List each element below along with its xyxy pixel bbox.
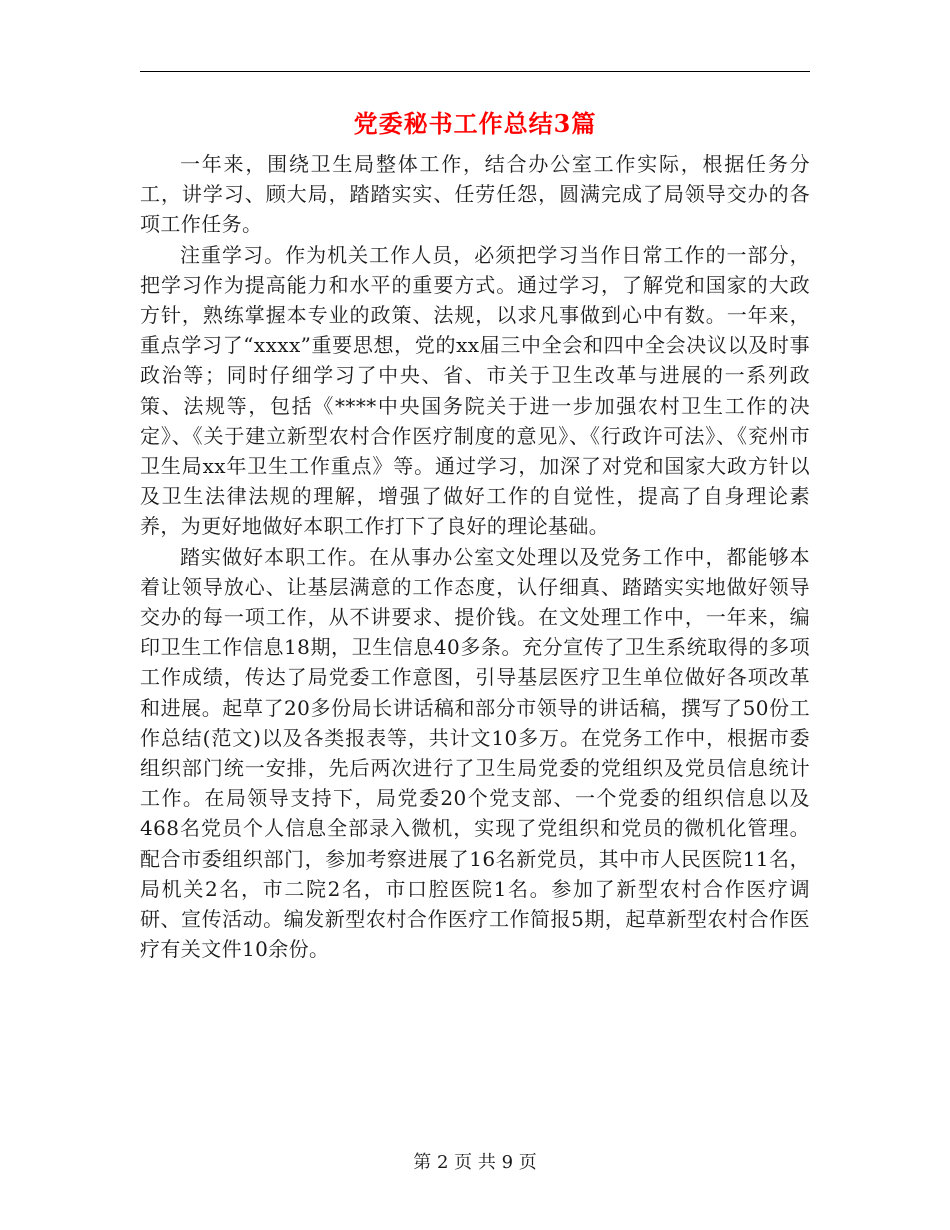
paragraph-intro: 一年来，围绕卫生局整体工作，结合办公室工作实际，根据任务分工，讲学习、顾大局，踏踏实实、任劳任怨，圆满完成了局领导交办的各项工作任务。 (140, 152, 810, 237)
page-number-footer: 第 2 页 共 9 页 (413, 1152, 537, 1173)
paragraph-study: 注重学习。作为机关工作人员，必须把学习当作日常工作的一部分，把学习作为提高能力和水平的重要方式。通过学习，了解党和国家的大政方针，熟练掌握本专业的政策、法规，以求凡事做到心中有数。一年来，重点学习了“xxxx”重要思想，党的xx届三中全会和四中全会决议以及时事政治等；同时仔细学习了中央、省、市关于卫生改革与进展的一系列政策、法规等，包括《****中央国务院关于进一步加强农村卫生工作的决定》、《关于建立新型农村合作医疗制度的意见》、《行政许可法》、《兖州市卫生局xx年卫生工作重点》等。通过学习，加深了对党和国家大政方针以及卫生法律法规的理解，增强了做好工作的自觉性，提高了自身理论素养，为更好地做好本职工作打下了良好的理论基础。 (140, 242, 810, 539)
document-title: 党委秘书工作总结3篇 (353, 109, 597, 138)
header-rule (140, 71, 810, 72)
paragraph-duties: 踏实做好本职工作。在从事办公室文处理以及党务工作中，都能够本着让领导放心、让基层满意的工作态度，认仔细真、踏踏实实地做好领导交办的每一项工作，从不讲要求、提价钱。在文处理工作中，一年来，编印卫生工作信息18期，卫生信息40多条。充分宣传了卫生系统取得的多项工作成绩，传达了局党委工作意图，引导基层医疗卫生单位做好各项改革和进展。起草了20多份局长讲话稿和部分市领导的讲话稿，撰写了50份工作总结(范文)以及各类报表等，共计文10多万。在党务工作中，根据市委组织部门统一安排，先后两次进行了卫生局党委的党组织及党员信息统计工作。在局领导支持下，局党委20个党支部、一个党委的组织信息以及468名党员个人信息全部录入微机，实现了党组织和党员的微机化管理。配合市委组织部门，参加考察进展了16名新党员，其中市人民医院11名，局机关2名，市二院2名，市口腔医院1名。参加了新型农村合作医疗调研、宣传活动。编发新型农村合作医疗工作简报5期，起草新型农村合作医疗有关文件10余份。 (140, 544, 810, 962)
document-body (140, 149, 810, 964)
